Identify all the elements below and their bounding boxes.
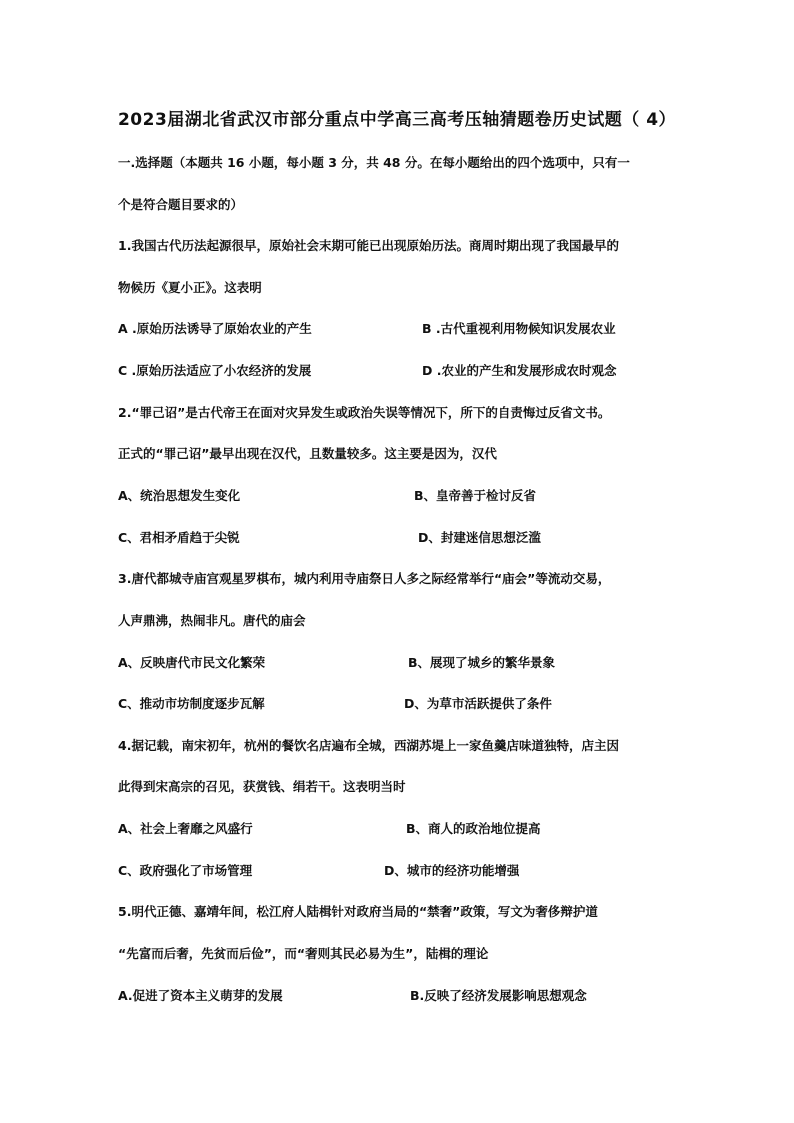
question-1-stem-line-1: 1.我国古代历法起源很早，原始社会末期可能已出现原始历法。商周时期出现了我国最早的: [118, 238, 619, 253]
question-4-option-b: B、商人的政治地位提高: [406, 821, 541, 836]
question-2-option-b: B、皇帝善于检讨反省: [414, 488, 537, 503]
question-1-stem-line-2: 物候历《夏小正》。这表明: [118, 280, 262, 295]
question-1-option-b: B .古代重视利用物候知识发展农业: [422, 321, 616, 336]
question-2-stem-line-1: 2.“罪己诏”是古代帝王在面对灾异发生或政治失误等情况下，所下的自责悔过反省文书。: [118, 405, 611, 420]
question-1-option-c: C .原始历法适应了小农经济的发展: [118, 363, 312, 378]
question-1-option-d: D .农业的产生和发展形成农时观念: [422, 363, 617, 378]
question-3-option-d: D、为草市活跃提供了条件: [404, 696, 552, 711]
section-instruction-line-2: 个是符合题目要求的）: [118, 197, 244, 212]
question-5-stem-line-1: 5.明代正德、嘉靖年间，松江府人陆楫针对政府当局的“禁奢”政策，写文为奢侈辩护道: [118, 904, 598, 919]
question-3-option-a: A、反映唐代市民文化繁荣: [118, 655, 266, 670]
question-3-stem-line-1: 3.唐代都城寺庙宫观星罗棋布，城内利用寺庙祭日人多之际经常举行“庙会”等流动交易，: [118, 571, 611, 586]
question-1-option-a: A .原始历法诱导了原始农业的产生: [118, 321, 312, 336]
question-5-stem-line-2: “先富而后奢，先贫而后俭”，而“奢则其民必易为生”，陆楫的理论: [118, 946, 489, 961]
question-4-option-d: D、城市的经济功能增强: [384, 863, 520, 878]
question-2-option-a: A、统治思想发生变化: [118, 488, 241, 503]
question-5-option-b: B.反映了经济发展影响思想观念: [410, 988, 587, 1003]
question-2-option-c: C、君相矛盾趋于尖锐: [118, 530, 240, 545]
question-3-option-c: C、推动市坊制度逐步瓦解: [118, 696, 265, 711]
question-4-option-a: A、社会上奢靡之风盛行: [118, 821, 253, 836]
question-4-option-c: C、政府强化了市场管理: [118, 863, 253, 878]
question-2-stem-line-2: 正式的“罪己诏”最早出现在汉代，且数量较多。这主要是因为，汉代: [118, 446, 497, 461]
question-3-option-b: B、展现了城乡的繁华景象: [408, 655, 556, 670]
exam-title: 2023届湖北省武汉市部分重点中学高三高考压轴猜题卷历史试题（ 4）: [117, 110, 677, 130]
question-3-stem-line-2: 人声鼎沸，热闹非凡。唐代的庙会: [118, 613, 306, 628]
question-4-stem-line-1: 4.据记载，南宋初年，杭州的餐饮名店遍布全城，西湖苏堤上一家鱼羹店味道独特，店主因: [118, 738, 619, 753]
section-instruction-line-1: 一.选择题（本题共 16 小题，每小题 3 分，共 48 分。在每小题给出的四个选项中，只有一: [118, 155, 630, 170]
question-4-stem-line-2: 此得到宋高宗的召见，获赏钱、绢若干。这表明当时: [118, 779, 406, 794]
question-5-option-a: A.促进了资本主义萌芽的发展: [118, 988, 283, 1003]
question-2-option-d: D、封建迷信思想泛滥: [418, 530, 541, 545]
